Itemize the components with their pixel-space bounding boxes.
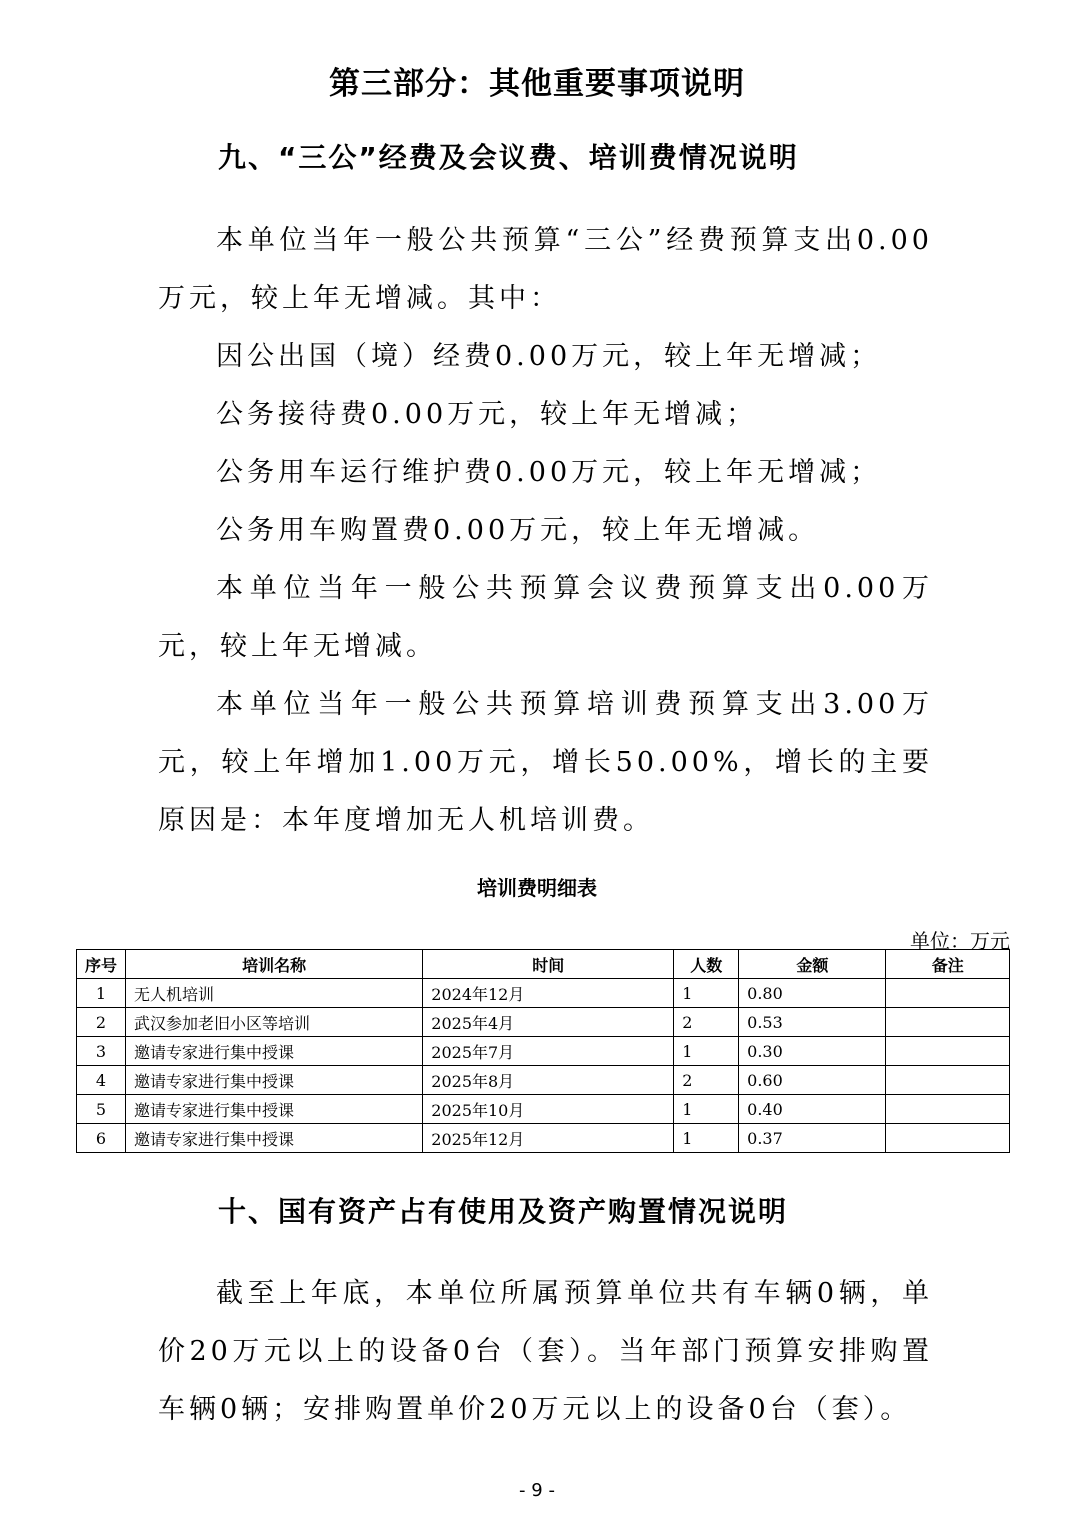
cell-name: 无人机培训: [126, 979, 423, 1008]
table-row: [77, 1095, 1010, 1124]
cell-index: 5: [77, 1095, 126, 1124]
cell-name: 邀请专家进行集中授课: [126, 1037, 423, 1066]
header-amount: 金额: [739, 950, 886, 979]
cell-count: 2: [674, 1008, 739, 1037]
table-header-row: [77, 950, 1010, 979]
header-count: 人数: [674, 950, 739, 979]
section-9-paragraph-1: 本单位当年一般公共预算“三公”经费预算支出0.00万元，较上年无增减。其中：: [158, 225, 933, 314]
table-row: [77, 1066, 1010, 1095]
table-title: 培训费明细表: [477, 876, 597, 900]
cell-amount: 0.37: [739, 1124, 886, 1153]
cell-name: 邀请专家进行集中授课: [126, 1124, 423, 1153]
cell-amount: 0.40: [739, 1095, 886, 1124]
header-index: 序号: [77, 950, 126, 979]
cell-note: [886, 1095, 1010, 1124]
header-note: 备注: [886, 950, 1010, 979]
cell-count: 1: [674, 1124, 739, 1153]
cell-note: [886, 1066, 1010, 1095]
cell-amount: 0.60: [739, 1066, 886, 1095]
cell-amount: 0.80: [739, 979, 886, 1008]
cell-time: 2025年10月: [423, 1095, 674, 1124]
section-9-item-4: 公务用车购置费0.00万元，较上年无增减。: [216, 515, 820, 546]
training-fee-table: [76, 949, 1010, 1153]
cell-count: 2: [674, 1066, 739, 1095]
cell-index: 3: [77, 1037, 126, 1066]
cell-time: 2025年8月: [423, 1066, 674, 1095]
section-9-paragraph-2: 本单位当年一般公共预算会议费预算支出0.00万元，较上年无增减。: [158, 573, 933, 662]
cell-time: 2025年7月: [423, 1037, 674, 1066]
cell-name: 邀请专家进行集中授课: [126, 1095, 423, 1124]
table-row: [77, 1124, 1010, 1153]
table-unit: 单位：万元: [910, 929, 1010, 953]
cell-amount: 0.53: [739, 1008, 886, 1037]
section-10-title: 十、国有资产占有使用及资产购置情况说明: [218, 1195, 789, 1228]
cell-count: 1: [674, 979, 739, 1008]
page-number: - 9 -: [519, 1480, 555, 1501]
cell-index: 1: [77, 979, 126, 1008]
cell-time: 2025年4月: [423, 1008, 674, 1037]
section-9-item-3: 公务用车运行维护费0.00万元，较上年无增减；: [216, 457, 882, 488]
header-time: 时间: [423, 950, 674, 979]
cell-index: 4: [77, 1066, 126, 1095]
table-row: [77, 979, 1010, 1008]
cell-count: 1: [674, 1095, 739, 1124]
table-row: [77, 1037, 1010, 1066]
cell-time: 2024年12月: [423, 979, 674, 1008]
table-row: [77, 1008, 1010, 1037]
section-10-paragraph-1: 截至上年底，本单位所属预算单位共有车辆0辆，单价20万元以上的设备0台（套）。当年部门预算安排购置车辆0辆；安排购置单价20万元以上的设备0台（套）。: [158, 1278, 933, 1425]
cell-note: [886, 1037, 1010, 1066]
cell-count: 1: [674, 1037, 739, 1066]
cell-time: 2025年12月: [423, 1124, 674, 1153]
section-9-paragraph-3: 本单位当年一般公共预算培训费预算支出3.00万元，较上年增加1.00万元，增长50.00%，增长的主要原因是：本年度增加无人机培训费。: [158, 689, 933, 836]
section-9-item-1: 因公出国（境）经费0.00万元，较上年无增减；: [216, 341, 882, 372]
cell-note: [886, 1008, 1010, 1037]
cell-name: 邀请专家进行集中授课: [126, 1066, 423, 1095]
cell-amount: 0.30: [739, 1037, 886, 1066]
section-9-item-2: 公务接待费0.00万元，较上年无增减；: [216, 399, 758, 430]
cell-index: 2: [77, 1008, 126, 1037]
cell-note: [886, 979, 1010, 1008]
header-name: 培训名称: [126, 950, 423, 979]
cell-name: 武汉参加老旧小区等培训: [126, 1008, 423, 1037]
cell-index: 6: [77, 1124, 126, 1153]
section-9-title: 九、“三公”经费及会议费、培训费情况说明: [218, 141, 799, 174]
part-title: 第三部分：其他重要事项说明: [329, 66, 745, 102]
cell-note: [886, 1124, 1010, 1153]
